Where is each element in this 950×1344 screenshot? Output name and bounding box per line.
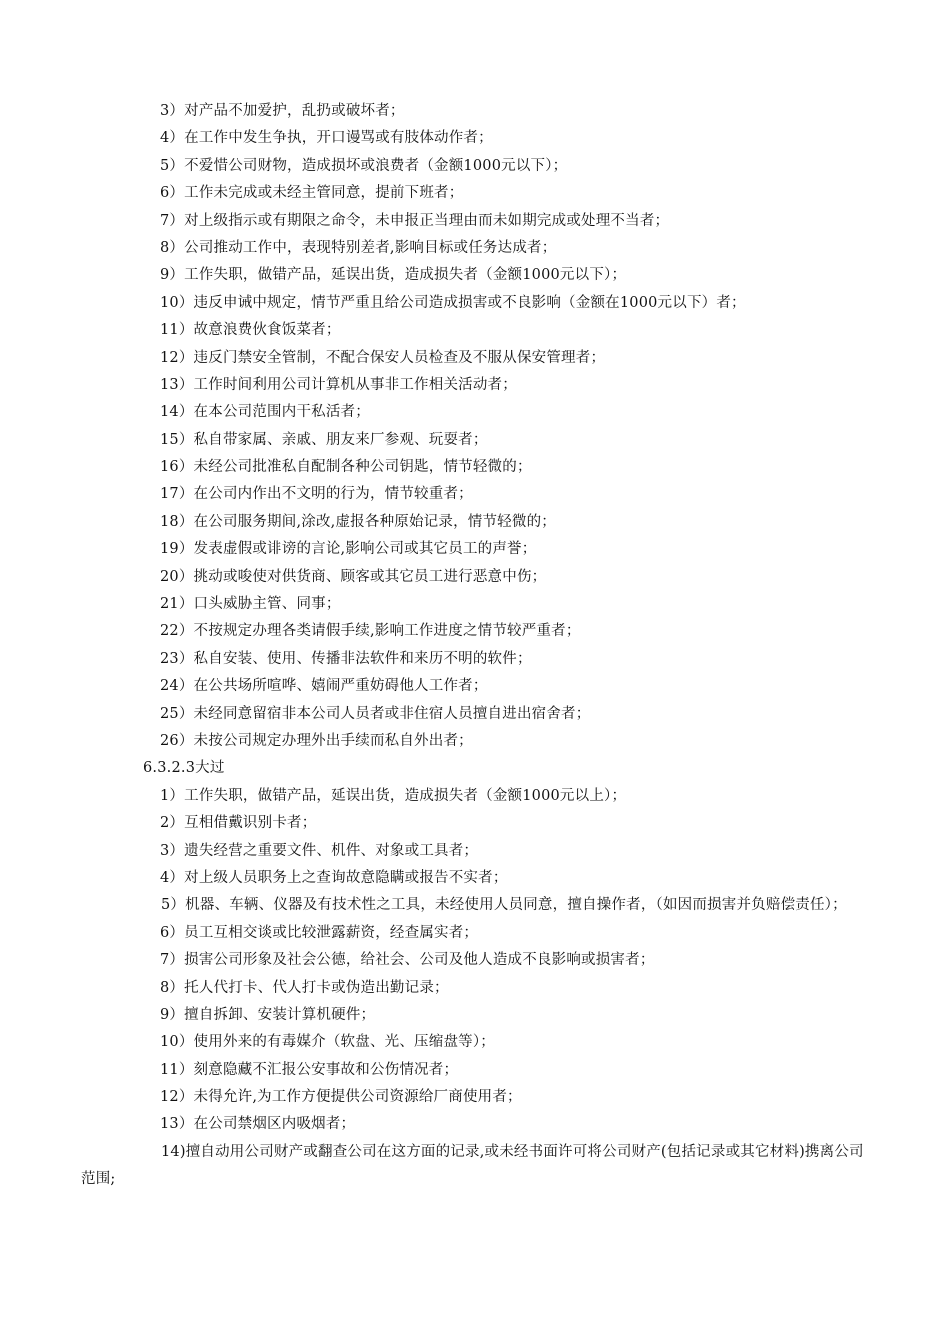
list-item: 16）未经公司批准私自配制各种公司钥匙，情节轻微的；	[160, 459, 532, 476]
list-item: 19）发表虚假或诽谤的言论,影响公司或其它员工的声誉；	[160, 541, 537, 558]
list-item: 24）在公共场所喧哗、嬉闹严重妨碍他人工作者；	[160, 678, 488, 695]
list-item: 9）擅自拆卸、安装计算机硬件；	[160, 1006, 376, 1023]
list-item-wrapped: 5）机器、车辆、仪器及有技术性之工具，未经使用人员同意，擅自操作者，（如因而损害并负赔偿责任）；	[161, 897, 847, 914]
list-item: 6）工作未完成或未经主管同意，提前下班者；	[160, 185, 464, 202]
list-item: 20）挑动或唆使对供货商、顾客或其它员工进行恶意中伤；	[160, 568, 547, 585]
document-body	[0, 98, 950, 1194]
list-item: 7）对上级指示或有期限之命令，未申报正当理由而未如期完成或处理不当者；	[160, 212, 670, 229]
section-heading: 6.3.2.3大过	[143, 760, 225, 777]
list-item: 10）违反申诫中规定，情节严重且给公司造成损害或不良影响（金额在1000元以下）者；	[160, 294, 746, 311]
list-item: 18）在公司服务期间,涂改,虚报各种原始记录，情节轻微的；	[160, 513, 556, 530]
list-item: 1）工作失职，做错产品，延误出货，造成损失者（金额1000元以上）；	[160, 787, 627, 804]
list-item: 12）违反门禁安全管制，不配合保安人员检查及不服从保安管理者；	[160, 349, 606, 366]
list-item: 9）工作失职，做错产品，延误出货，造成损失者（金额1000元以下）；	[160, 267, 627, 284]
list-item: 12）未得允许,为工作方便提供公司资源给厂商使用者；	[160, 1089, 522, 1106]
list-item: 3）对产品不加爱护，乱扔或破坏者；	[160, 103, 405, 119]
list-item: 15）私自带家属、亲戚、朋友来厂参观、玩耍者；	[160, 431, 488, 448]
list-item: 8）托人代打卡、代人打卡或伪造出勤记录；	[160, 979, 449, 996]
list-item: 21）口头威胁主管、同事；	[160, 596, 341, 613]
list-item: 25）未经同意留宿非本公司人员者或非住宿人员擅自进出宿舍者；	[160, 705, 591, 722]
list-item: 10）使用外来的有毒媒介（软盘、光、压缩盘等）；	[160, 1034, 495, 1051]
list-item: 8）公司推动工作中，表现特别差者,影响目标或任务达成者；	[160, 239, 557, 256]
list-item: 3）遗失经营之重要文件、机件、对象或工具者；	[160, 842, 479, 859]
list-item-wrapped: 14)擅自动用公司财产或翻查公司在这方面的记录,或未经书面许可将公司财产(包括记录或其它材料)携离公司范围;	[81, 1143, 864, 1188]
list-item: 23）私自安装、使用、传播非法软件和来历不明的软件；	[160, 650, 532, 667]
list-item: 5）不爱惜公司财物，造成损坏或浪费者（金额1000元以下）；	[160, 157, 568, 174]
list-item: 13）工作时间利用公司计算机从事非工作相关活动者；	[160, 376, 517, 393]
list-item: 7）损害公司形象及社会公德，给社会、公司及他人造成不良影响或损害者；	[160, 952, 655, 969]
list-item: 22）不按规定办理各类请假手续,影响工作进度之情节较严重者；	[160, 623, 581, 640]
list-item: 4）对上级人员职务上之查询故意隐瞒或报告不实者；	[160, 869, 508, 886]
list-item: 26）未按公司规定办理外出手续而私自外出者；	[160, 732, 473, 749]
list-item: 14）在本公司范围内干私活者；	[160, 404, 370, 421]
list-item: 13）在公司禁烟区内吸烟者；	[160, 1116, 356, 1133]
list-item: 4）在工作中发生争执，开口谩骂或有肢体动作者；	[160, 130, 493, 147]
list-item: 11）刻意隐藏不汇报公安事故和公伤情况者；	[160, 1061, 459, 1078]
list-item: 2）互相借戴识别卡者；	[160, 815, 317, 832]
list-item: 6）员工互相交谈或比较泄露薪资，经查属实者；	[160, 924, 479, 941]
list-item: 11）故意浪费伙食饭菜者；	[160, 322, 341, 339]
list-item: 17）在公司内作出不文明的行为，情节较重者；	[160, 486, 473, 503]
